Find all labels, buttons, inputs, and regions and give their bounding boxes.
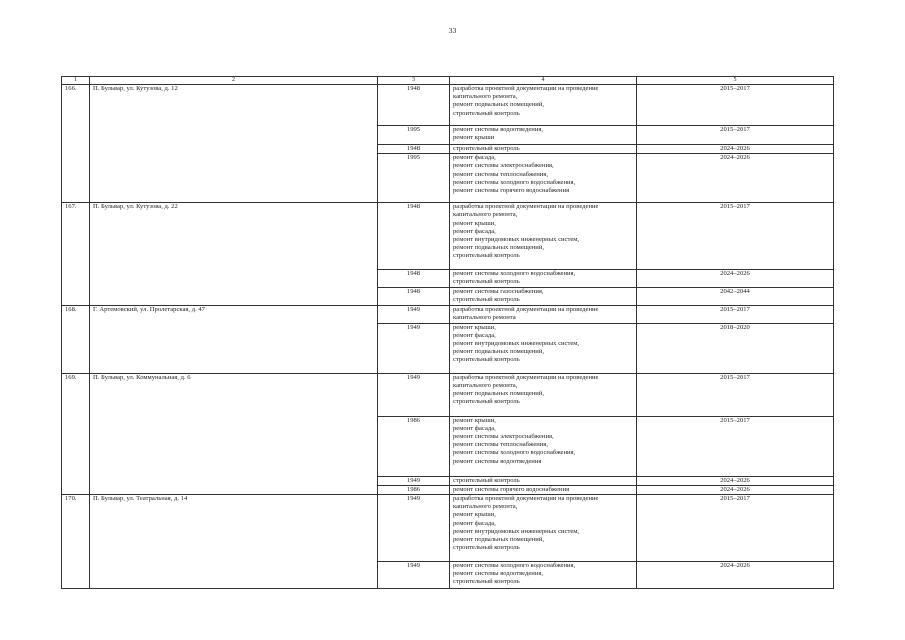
repair-period: 2024–2026 — [637, 485, 834, 494]
repair-period: 2015–2017 — [637, 416, 834, 476]
row-number: 167. — [62, 203, 90, 306]
work-item: ремонт фасада, — [453, 519, 496, 527]
build-year: 1949 — [378, 373, 450, 416]
repair-period: 2015–2017 — [637, 373, 834, 416]
work-item: строительный контроль — [453, 252, 520, 260]
row-number: 168. — [62, 306, 90, 373]
work-item: строительный контроль — [453, 578, 520, 586]
build-year: 1949 — [378, 306, 450, 323]
work-item: ремонт системы холодного водоснабжения, — [453, 562, 576, 570]
work-item: ремонт внутридомовых инженерных систем, — [453, 340, 580, 348]
work-item: ремонт системы горячего водоснабжения — [453, 187, 570, 195]
page-number: 33 — [448, 26, 457, 35]
work-item: строительный контроль — [453, 109, 520, 117]
works-list — [450, 485, 637, 494]
column-header-row — [62, 77, 834, 85]
repair-period: 2015–2017 — [637, 203, 834, 270]
table-row — [62, 203, 834, 270]
building-address: П. Бульвар, ул. Театральная, д. 14 — [90, 495, 378, 589]
work-item: строительный контроль — [453, 296, 520, 304]
repair-period: 2018–2020 — [637, 323, 834, 373]
work-item: ремонт фасада, — [453, 227, 496, 235]
column-header-address: 2 — [90, 77, 378, 85]
repair-period: 2024–2026 — [637, 562, 834, 589]
build-year: 1948 — [378, 270, 450, 288]
work-item: ремонт подвальных помещений, — [453, 244, 544, 252]
work-item: ремонт крыши, — [453, 323, 496, 331]
build-year: 1948 — [378, 288, 450, 306]
work-item: ремонт фасада, — [453, 154, 496, 162]
work-item: капитального ремонта, — [453, 93, 518, 101]
work-item: строительный контроль — [453, 278, 520, 286]
repair-period: 2015–2017 — [637, 495, 834, 562]
build-year: 1948 — [378, 203, 450, 270]
building-address: П. Бульвар, ул. Кутузова, д. 12 — [90, 85, 378, 203]
table-row — [62, 85, 834, 126]
work-item: строительный контроль — [453, 476, 520, 484]
work-item: ремонт крыши, — [453, 511, 496, 519]
work-item: ремонт системы холодного водоснабжения, — [453, 449, 576, 457]
work-item: ремонт подвальных помещений, — [453, 390, 544, 398]
repair-period: 2015–2017 — [637, 85, 834, 126]
build-year: 1995 — [378, 154, 450, 203]
build-year: 1949 — [378, 562, 450, 589]
work-item: капитального ремонта, — [453, 503, 518, 511]
works-list — [450, 203, 637, 270]
works-list — [450, 476, 637, 485]
work-item: ремонт подвальных помещений, — [453, 101, 544, 109]
works-list — [450, 145, 637, 154]
column-header-number: 1 — [62, 77, 90, 85]
work-item: строительный контроль — [453, 398, 520, 406]
works-list — [450, 126, 637, 145]
work-item: ремонт системы теплоснабжения, — [453, 170, 548, 178]
table-row — [62, 306, 834, 323]
work-item: ремонт подвальных помещений, — [453, 348, 544, 356]
works-list — [450, 306, 637, 323]
repair-period: 2024–2026 — [637, 476, 834, 485]
work-item: ремонт системы водоотведения — [453, 457, 542, 465]
work-item: капитального ремонта — [453, 314, 516, 322]
work-item: ремонт системы водоотведения, — [453, 570, 544, 578]
works-list — [450, 416, 637, 476]
work-item: ремонт крыши, — [453, 219, 496, 227]
repair-period: 2015–2017 — [637, 306, 834, 323]
work-item: разработка проектной документации на проведение — [453, 306, 599, 314]
column-header-period: 5 — [637, 77, 834, 85]
work-item: разработка проектной документации на проведение — [453, 85, 599, 92]
work-item: ремонт внутридомовых инженерных систем, — [453, 527, 580, 535]
work-item: ремонт системы горячего водоснабжения — [453, 485, 570, 493]
repair-period: 2015–2017 — [637, 126, 834, 145]
row-number: 170. — [62, 495, 90, 589]
work-item: ремонт подвальных помещений, — [453, 536, 544, 544]
table-body — [62, 85, 834, 589]
work-item: ремонт системы газоснабжения, — [453, 288, 544, 296]
work-item: капитального ремонта, — [453, 381, 518, 389]
row-number: 166. — [62, 85, 90, 203]
work-item: ремонт внутридомовых инженерных систем, — [453, 236, 580, 244]
build-year: 1948 — [378, 85, 450, 126]
work-item: ремонт крыши, — [453, 416, 496, 424]
work-item: ремонт системы холодного водоснабжения, — [453, 178, 576, 186]
works-list — [450, 85, 637, 126]
build-year: 1949 — [378, 495, 450, 562]
repair-period: 2042–2044 — [637, 288, 834, 306]
work-item: разработка проектной документации на проведение — [453, 203, 599, 211]
work-item: разработка проектной документации на проведение — [453, 373, 599, 381]
work-item: строительный контроль — [453, 544, 520, 552]
build-year: 1949 — [378, 323, 450, 373]
build-year: 1986 — [378, 416, 450, 476]
table-row — [62, 495, 834, 562]
column-header-year: 3 — [378, 77, 450, 85]
building-address: Г. Артемовский, ул. Пролетарская, д. 47 — [90, 306, 378, 373]
build-year: 1995 — [378, 126, 450, 145]
repair-period: 2024–2026 — [637, 154, 834, 203]
work-item: ремонт крыши — [453, 134, 495, 142]
work-item: ремонт системы электроснабжения, — [453, 433, 554, 441]
work-item: ремонт системы водоотведения, — [453, 126, 544, 133]
work-item: разработка проектной документации на проведение — [453, 495, 599, 503]
build-year: 1986 — [378, 485, 450, 494]
work-item: строительный контроль — [453, 145, 520, 152]
works-list — [450, 288, 637, 306]
works-list — [450, 270, 637, 288]
repair-period: 2024–2026 — [637, 270, 834, 288]
works-list — [450, 495, 637, 562]
works-list — [450, 373, 637, 416]
works-list — [450, 323, 637, 373]
works-list — [450, 154, 637, 203]
work-item: ремонт системы холодного водоснабжения, — [453, 270, 576, 278]
work-item: ремонт системы теплоснабжения, — [453, 441, 548, 449]
repair-period: 2024–2026 — [637, 145, 834, 154]
work-item: ремонт фасада, — [453, 331, 496, 339]
works-list — [450, 562, 637, 589]
building-address: П. Бульвар, ул. Коммунальная, д. 6 — [90, 373, 378, 494]
table-row — [62, 373, 834, 416]
build-year: 1948 — [378, 145, 450, 154]
build-year: 1949 — [378, 476, 450, 485]
column-header-works: 4 — [450, 77, 637, 85]
work-item: ремонт фасада, — [453, 424, 496, 432]
row-number: 169. — [62, 373, 90, 494]
repair-program-table — [61, 76, 834, 589]
work-item: капитального ремонта, — [453, 211, 518, 219]
work-item: ремонт системы электроснабжения, — [453, 162, 554, 170]
work-item: строительный контроль — [453, 356, 520, 364]
building-address: П. Бульвар, ул. Кутузова, д. 22 — [90, 203, 378, 306]
